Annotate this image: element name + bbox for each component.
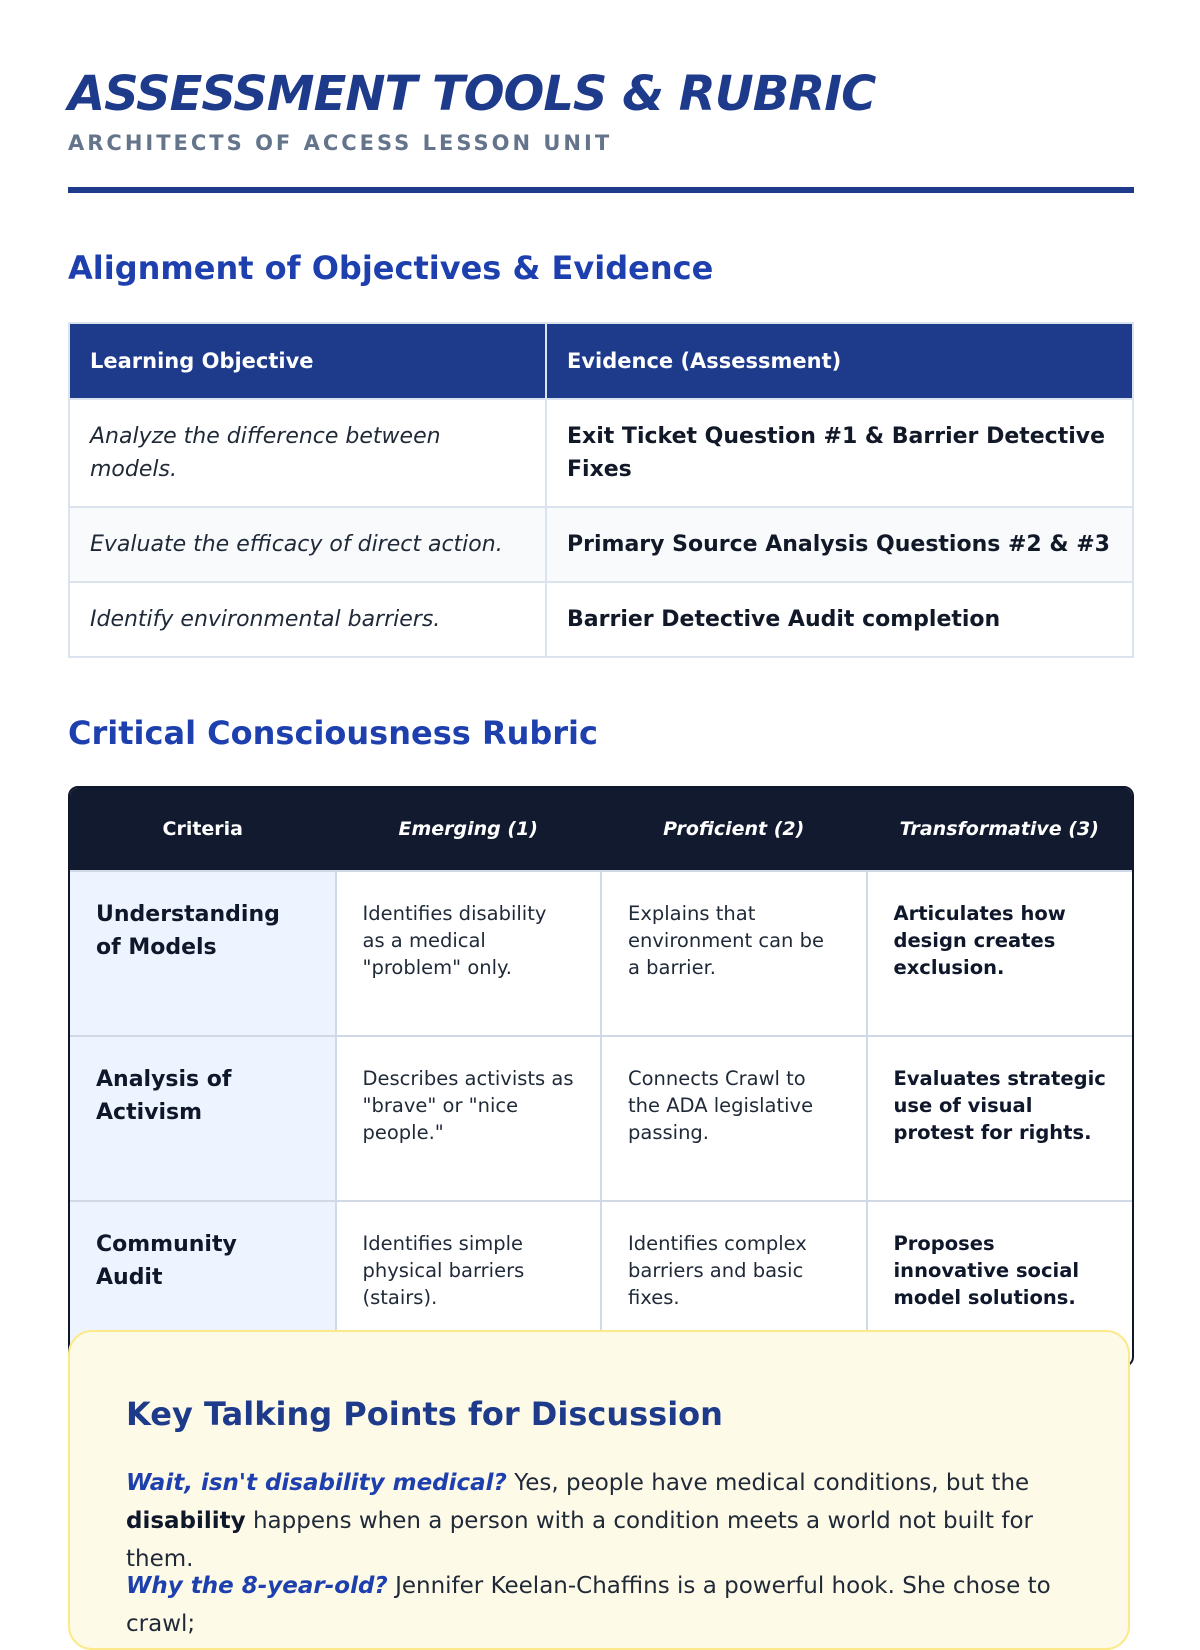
objective-cell: Analyze the difference between models. <box>69 399 546 507</box>
emerging-cell: Identifies simple physical barriers (stairs). <box>336 1201 602 1365</box>
alignment-table <box>68 322 1134 658</box>
talking-point-question: Why the 8-year-old? <box>126 1573 388 1599</box>
talking-point-text: Jennifer Keelan-Chaffins is a powerful hook. She chose to crawl; <box>126 1573 1051 1637</box>
talking-points-heading: Key Talking Points for Discussion <box>126 1395 723 1433</box>
column-header-transformative: Transformative (3) <box>867 788 1133 871</box>
talking-points-box <box>68 1330 1130 1650</box>
talking-point-question: Wait, isn't disability medical? <box>126 1470 507 1496</box>
talking-point <box>126 1567 1076 1643</box>
rubric-table-container <box>68 786 1134 1367</box>
talking-point-text: Yes, people have medical conditions, but the <box>506 1470 1030 1496</box>
table-row <box>70 1036 1132 1201</box>
evidence-cell: Exit Ticket Question #1 & Barrier Detective Fixes <box>546 399 1133 507</box>
objective-cell: Evaluate the efficacy of direct action. <box>69 507 546 582</box>
emerging-cell: Identifies disability as a medical "problem" only. <box>336 871 602 1036</box>
column-header-criteria: Criteria <box>70 788 336 871</box>
page-title: ASSESSMENT TOOLS & RUBRIC <box>68 66 876 122</box>
transformative-cell: Articulates how design creates exclusion. <box>867 871 1133 1036</box>
objective-cell: Identify environmental barriers. <box>69 582 546 657</box>
column-header-objective: Learning Objective <box>69 323 546 399</box>
rubric-table <box>70 788 1132 1365</box>
proficient-cell: Identifies complex barriers and basic fixes. <box>601 1201 867 1365</box>
table-row <box>69 507 1133 582</box>
criteria-cell: Analysis of Activism <box>70 1036 336 1201</box>
table-row <box>69 582 1133 657</box>
transformative-cell: Evaluates strategic use of visual protest for rights. <box>867 1036 1133 1201</box>
evidence-cell: Barrier Detective Audit completion <box>546 582 1133 657</box>
talking-point-text: happens when a person with a condition meets a world not built for them. <box>126 1508 1033 1572</box>
criteria-cell: Community Audit <box>70 1201 336 1365</box>
talking-point <box>126 1464 1076 1578</box>
rubric-heading: Critical Consciousness Rubric <box>68 714 598 752</box>
alignment-heading: Alignment of Objectives & Evidence <box>68 249 714 287</box>
page-subtitle: ARCHITECTS OF ACCESS LESSON UNIT <box>68 131 613 155</box>
talking-point-emphasis: disability <box>126 1508 246 1534</box>
emerging-cell: Describes activists as "brave" or "nice people." <box>336 1036 602 1201</box>
criteria-cell: Understanding of Models <box>70 871 336 1036</box>
proficient-cell: Connects Crawl to the ADA legislative passing. <box>601 1036 867 1201</box>
proficient-cell: Explains that environment can be a barrier. <box>601 871 867 1036</box>
column-header-proficient: Proficient (2) <box>601 788 867 871</box>
rubric-header-row <box>70 788 1132 871</box>
table-row <box>69 399 1133 507</box>
column-header-emerging: Emerging (1) <box>336 788 602 871</box>
table-row <box>70 871 1132 1036</box>
alignment-header-row <box>69 323 1133 399</box>
transformative-cell: Proposes innovative social model solutions. <box>867 1201 1133 1365</box>
evidence-cell: Primary Source Analysis Questions #2 & #3 <box>546 507 1133 582</box>
title-divider <box>68 187 1134 193</box>
column-header-evidence: Evidence (Assessment) <box>546 323 1133 399</box>
